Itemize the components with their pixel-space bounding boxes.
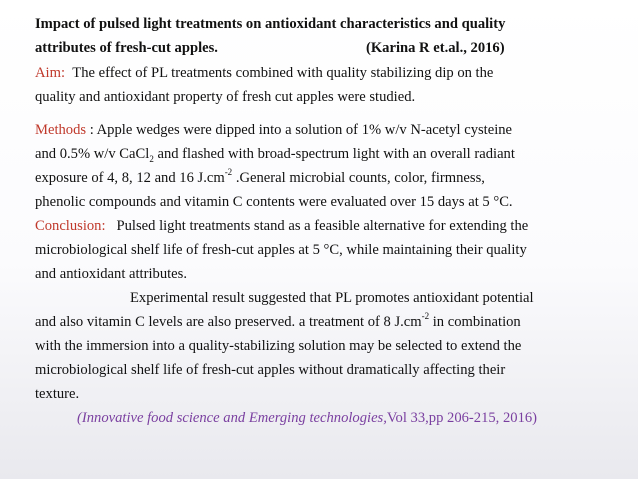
reference-volume: Vol 33,pp 206-215, 2016) xyxy=(386,410,538,426)
conclusion-text-1: Pulsed light treatments stand as a feasible alternative for extending the xyxy=(116,218,529,234)
heading-title-end: attributes of fresh-cut apples. xyxy=(35,40,218,56)
methods-text-1: : Apple wedges were dipped into a solution of 1% w/v N-acetyl cysteine xyxy=(89,122,513,138)
reference-journal: (Innovative food science and Emerging technologies, xyxy=(77,410,387,426)
aim-label: Aim: xyxy=(35,65,65,81)
result-text-2a: and also vitamin C levels are also preserved. a treatment of 8 J.cm xyxy=(35,314,422,330)
methods-superscript: -2 xyxy=(224,167,233,178)
reference-line xyxy=(35,406,605,430)
methods-line-3 xyxy=(35,166,605,190)
methods-line-1 xyxy=(35,118,605,142)
result-line-2 xyxy=(35,310,605,334)
methods-line-4: phenolic compounds and vitamin C contents were evaluated over 15 days at 5 °C. xyxy=(35,194,513,210)
heading-line-1: Impact of pulsed light treatments on antioxidant characteristics and quality xyxy=(35,16,506,32)
result-line-1: Experimental result suggested that PL promotes antioxidant potential xyxy=(130,290,534,306)
result-line-3: with the immersion into a quality-stabilizing solution may be selected to extend the xyxy=(35,338,522,354)
result-text-2b: in combination xyxy=(429,314,521,330)
methods-subscript: 2 xyxy=(149,153,154,164)
aim-text-1: The effect of PL treatments combined with quality stabilizing dip on the xyxy=(72,65,494,81)
heading xyxy=(35,12,605,60)
aim-line-2: quality and antioxidant property of fresh cut apples were studied. xyxy=(35,89,416,105)
conclusion-line-1 xyxy=(35,214,605,238)
conclusion-line-3: and antioxidant attributes. xyxy=(35,266,187,282)
methods-text-2b: and flashed with broad-spectrum light with an overall radiant xyxy=(153,146,515,162)
methods-text-3a: exposure of 4, 8, 12 and 16 J.cm xyxy=(35,170,225,186)
result-line-5: texture. xyxy=(35,386,80,402)
heading-citation: (Karina R et.al., 2016) xyxy=(365,40,505,56)
aim-line-1 xyxy=(35,61,605,85)
conclusion-line-2: microbiological shelf life of fresh-cut apples at 5 °C, while maintaining their quality xyxy=(35,242,527,258)
methods-section xyxy=(35,118,605,430)
conclusion-label: Conclusion: xyxy=(35,218,106,234)
methods-line-2 xyxy=(35,142,605,166)
methods-text-3b: .General microbial counts, color, firmness, xyxy=(232,170,485,186)
heading-line-2 xyxy=(35,36,605,60)
methods-label: Methods xyxy=(35,122,87,138)
methods-text-2a: and 0.5% w/v CaCl xyxy=(35,146,150,162)
aim-section xyxy=(35,61,605,109)
result-line-4: microbiological shelf life of fresh-cut apples without dramatically affecting their xyxy=(35,362,506,378)
result-superscript: -2 xyxy=(421,311,430,322)
